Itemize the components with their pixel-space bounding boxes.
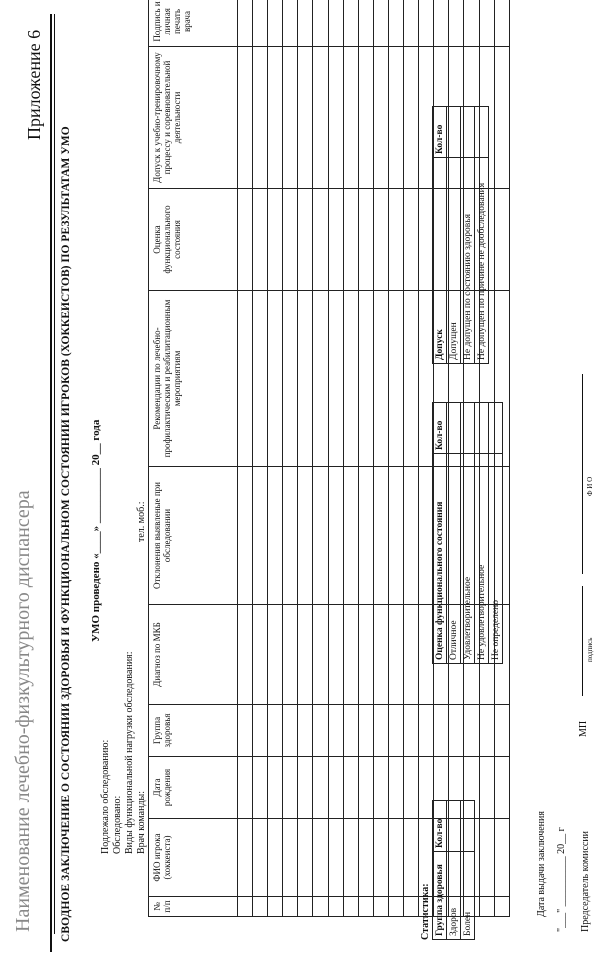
table-cell[interactable] bbox=[373, 0, 388, 47]
stats-label: Статистика: bbox=[420, 883, 431, 940]
table-header-row bbox=[433, 403, 447, 664]
table-cell[interactable] bbox=[253, 189, 268, 291]
table-cell[interactable] bbox=[358, 705, 373, 757]
table-cell[interactable] bbox=[313, 705, 328, 757]
table-row bbox=[313, 0, 328, 917]
table-cell[interactable] bbox=[449, 705, 464, 757]
table-cell[interactable] bbox=[253, 757, 268, 819]
table-row bbox=[475, 403, 489, 664]
table-cell[interactable] bbox=[358, 467, 373, 605]
table-cell[interactable] bbox=[388, 0, 403, 47]
table-cell[interactable] bbox=[283, 47, 298, 189]
column-header: № п/п bbox=[149, 897, 238, 917]
table-header-row bbox=[433, 801, 447, 940]
column-header: Группа здоровья bbox=[433, 852, 447, 940]
count-cell[interactable] bbox=[475, 403, 489, 454]
table-row bbox=[388, 0, 403, 917]
table-cell[interactable] bbox=[283, 189, 298, 291]
table-cell[interactable] bbox=[328, 897, 343, 917]
table-cell[interactable] bbox=[313, 757, 328, 819]
table-cell[interactable] bbox=[373, 47, 388, 189]
table-row bbox=[447, 801, 461, 940]
row-label: Болен bbox=[461, 852, 475, 940]
table-cell[interactable] bbox=[283, 705, 298, 757]
table-cell[interactable] bbox=[388, 467, 403, 605]
health-group-table bbox=[432, 800, 475, 940]
column-header: Рекомендации по лечебно-профилактическим и реабилитационным мероприятиям bbox=[149, 291, 238, 467]
table-cell[interactable] bbox=[328, 291, 343, 467]
table-cell[interactable] bbox=[494, 757, 509, 819]
table-cell[interactable] bbox=[404, 291, 419, 467]
row-label: Не допущен по причине не дообследования bbox=[475, 158, 489, 364]
table-cell[interactable] bbox=[404, 757, 419, 819]
row-label: Отличное bbox=[447, 454, 461, 664]
table-cell[interactable] bbox=[253, 897, 268, 917]
chair-label: Председатель комиссии bbox=[580, 830, 591, 932]
field-examined: Обследовано: bbox=[112, 795, 123, 854]
column-header: ФИО игрока (хоккеиста) bbox=[149, 819, 238, 897]
table-cell[interactable] bbox=[283, 605, 298, 705]
table-cell[interactable] bbox=[494, 47, 509, 189]
count-cell[interactable] bbox=[461, 801, 475, 852]
signature-caption: подпись bbox=[586, 637, 594, 662]
table-cell[interactable] bbox=[494, 189, 509, 291]
table-cell[interactable] bbox=[238, 467, 253, 605]
table-cell[interactable] bbox=[404, 605, 419, 705]
table-cell[interactable] bbox=[494, 897, 509, 917]
column-header: Оценка функционального состояния bbox=[149, 189, 238, 291]
table-cell[interactable] bbox=[313, 47, 328, 189]
column-header: Допуск bbox=[433, 158, 447, 364]
table-cell[interactable] bbox=[388, 897, 403, 917]
table-cell[interactable] bbox=[238, 705, 253, 757]
row-label: Здоров bbox=[447, 852, 461, 940]
institution-name: Наименование лечебно-физкультурного диспансера bbox=[12, 490, 34, 932]
table-cell[interactable] bbox=[479, 757, 494, 819]
table-cell[interactable] bbox=[358, 605, 373, 705]
row-label: Допущен bbox=[447, 158, 461, 364]
umo-date-line: УМО проведено «____» __________ 20__ года bbox=[90, 419, 102, 642]
table-row bbox=[268, 0, 283, 917]
table-cell[interactable] bbox=[283, 291, 298, 467]
signature-line bbox=[582, 586, 583, 696]
players-table-header bbox=[149, 0, 238, 917]
table-cell[interactable] bbox=[358, 819, 373, 897]
table-cell[interactable] bbox=[358, 0, 373, 47]
table-cell[interactable] bbox=[404, 47, 419, 189]
table-cell[interactable] bbox=[238, 0, 253, 47]
table-cell[interactable] bbox=[404, 189, 419, 291]
table-row bbox=[253, 0, 268, 917]
count-cell[interactable] bbox=[447, 107, 461, 158]
table-row bbox=[404, 0, 419, 917]
count-cell[interactable] bbox=[461, 107, 475, 158]
table-row bbox=[447, 403, 461, 664]
fio-line bbox=[582, 374, 583, 574]
count-cell[interactable] bbox=[447, 403, 461, 454]
table-cell[interactable] bbox=[373, 705, 388, 757]
table-cell[interactable] bbox=[479, 705, 494, 757]
table-row bbox=[461, 403, 475, 664]
issue-date-line: "___" __________ 20__ г bbox=[556, 827, 567, 932]
table-cell[interactable] bbox=[298, 897, 313, 917]
field-phone: тел. моб.: bbox=[136, 501, 147, 542]
table-cell[interactable] bbox=[343, 605, 358, 705]
table-cell[interactable] bbox=[283, 467, 298, 605]
table-cell[interactable] bbox=[328, 47, 343, 189]
table-cell[interactable] bbox=[479, 897, 494, 917]
table-cell[interactable] bbox=[268, 897, 283, 917]
row-label: Удовлетворительное bbox=[461, 454, 475, 664]
table-cell[interactable] bbox=[449, 0, 464, 47]
column-header: Группа здоровья bbox=[149, 705, 238, 757]
table-cell[interactable] bbox=[298, 705, 313, 757]
table-cell[interactable] bbox=[238, 47, 253, 189]
table-cell[interactable] bbox=[388, 757, 403, 819]
fio-caption: Ф И О bbox=[586, 476, 594, 496]
table-header-row bbox=[433, 107, 447, 364]
table-row bbox=[461, 801, 475, 940]
table-cell[interactable] bbox=[253, 0, 268, 47]
table-cell[interactable] bbox=[298, 47, 313, 189]
table-cell[interactable] bbox=[238, 757, 253, 819]
table-cell[interactable] bbox=[238, 291, 253, 467]
column-header: Допуск к учебно-тренировочному процессу и соревновательной деятельности bbox=[149, 47, 238, 189]
table-cell[interactable] bbox=[343, 47, 358, 189]
table-cell[interactable] bbox=[373, 757, 388, 819]
row-label: Не определено bbox=[489, 454, 503, 664]
table-cell[interactable] bbox=[388, 291, 403, 467]
table-cell[interactable] bbox=[253, 819, 268, 897]
table-cell[interactable] bbox=[373, 467, 388, 605]
table-cell[interactable] bbox=[268, 605, 283, 705]
table-cell[interactable] bbox=[404, 467, 419, 605]
table-cell[interactable] bbox=[328, 705, 343, 757]
table-cell[interactable] bbox=[343, 757, 358, 819]
table-cell[interactable] bbox=[268, 705, 283, 757]
table-cell[interactable] bbox=[268, 291, 283, 467]
table-cell[interactable] bbox=[298, 605, 313, 705]
table-cell[interactable] bbox=[283, 819, 298, 897]
table-cell[interactable] bbox=[404, 897, 419, 917]
appendix-label: Приложение 6 bbox=[24, 29, 44, 140]
table-cell[interactable] bbox=[328, 467, 343, 605]
table-cell[interactable] bbox=[313, 189, 328, 291]
table-row bbox=[489, 403, 503, 664]
admission-table bbox=[432, 106, 489, 364]
table-cell[interactable] bbox=[343, 705, 358, 757]
table-cell[interactable] bbox=[268, 757, 283, 819]
table-row bbox=[475, 107, 489, 364]
table-cell[interactable] bbox=[358, 189, 373, 291]
table-cell[interactable] bbox=[298, 189, 313, 291]
table-cell[interactable] bbox=[238, 189, 253, 291]
table-row bbox=[343, 0, 358, 917]
table-cell[interactable] bbox=[253, 467, 268, 605]
table-cell[interactable] bbox=[358, 897, 373, 917]
table-cell[interactable] bbox=[328, 0, 343, 47]
column-header: Подпись и личная печать врача bbox=[149, 0, 238, 47]
table-cell[interactable] bbox=[464, 0, 479, 47]
field-subject: Подлежало обследованию: bbox=[100, 739, 111, 854]
table-cell[interactable] bbox=[328, 189, 343, 291]
table-cell[interactable] bbox=[268, 467, 283, 605]
count-cell[interactable] bbox=[447, 801, 461, 852]
table-cell[interactable] bbox=[328, 819, 343, 897]
table-cell[interactable] bbox=[358, 291, 373, 467]
table-cell[interactable] bbox=[343, 0, 358, 47]
field-team-doctor: Врач команды: bbox=[136, 790, 147, 854]
table-cell[interactable] bbox=[298, 757, 313, 819]
stamp-place: МП bbox=[578, 720, 589, 737]
table-cell[interactable] bbox=[238, 605, 253, 705]
table-cell[interactable] bbox=[404, 705, 419, 757]
table-cell[interactable] bbox=[388, 189, 403, 291]
header-rule-thin bbox=[54, 14, 55, 934]
table-cell[interactable] bbox=[388, 819, 403, 897]
table-cell[interactable] bbox=[268, 189, 283, 291]
table-cell[interactable] bbox=[358, 47, 373, 189]
table-cell[interactable] bbox=[283, 757, 298, 819]
table-cell[interactable] bbox=[253, 47, 268, 189]
table-cell[interactable] bbox=[343, 291, 358, 467]
table-cell[interactable] bbox=[343, 897, 358, 917]
table-cell[interactable] bbox=[298, 467, 313, 605]
column-header: Кол-во bbox=[433, 107, 447, 158]
table-cell[interactable] bbox=[373, 819, 388, 897]
table-cell[interactable] bbox=[238, 819, 253, 897]
document-title: СВОДНОЕ ЗАКЛЮЧЕНИЕ О СОСТОЯНИИ ЗДОРОВЬЯ И ФУНКЦИОНАЛЬНОМ СОСТОЯНИИ ИГРОКОВ (ХОККЕИСТОВ) ПО РЕЗУЛЬТАТАМ УМО bbox=[60, 126, 72, 942]
column-header: Диагноз по МКБ bbox=[149, 605, 238, 705]
table-cell[interactable] bbox=[298, 0, 313, 47]
table-row bbox=[461, 107, 475, 364]
table-cell[interactable] bbox=[313, 605, 328, 705]
table-cell[interactable] bbox=[464, 705, 479, 757]
table-cell[interactable] bbox=[268, 0, 283, 47]
column-header: Оценка функционального состояния bbox=[433, 454, 447, 664]
table-row bbox=[298, 0, 313, 917]
row-label: Не допущен по состоянию здоровья bbox=[461, 158, 475, 364]
table-cell[interactable] bbox=[253, 605, 268, 705]
header-rule bbox=[50, 14, 52, 934]
count-cell[interactable] bbox=[489, 403, 503, 454]
row-label: Не удовлетворительное bbox=[475, 454, 489, 664]
table-row bbox=[373, 0, 388, 917]
table-cell[interactable] bbox=[373, 189, 388, 291]
table-cell[interactable] bbox=[298, 291, 313, 467]
table-cell[interactable] bbox=[494, 819, 509, 897]
table-cell[interactable] bbox=[313, 0, 328, 47]
table-cell[interactable] bbox=[328, 605, 343, 705]
functional-state-table bbox=[432, 402, 503, 664]
table-cell[interactable] bbox=[253, 291, 268, 467]
count-cell[interactable] bbox=[461, 403, 475, 454]
table-cell[interactable] bbox=[373, 897, 388, 917]
table-cell[interactable] bbox=[388, 47, 403, 189]
table-row bbox=[283, 0, 298, 917]
table-cell[interactable] bbox=[343, 467, 358, 605]
table-cell[interactable] bbox=[494, 705, 509, 757]
table-cell[interactable] bbox=[494, 0, 509, 47]
count-cell[interactable] bbox=[475, 107, 489, 158]
table-row bbox=[238, 0, 253, 917]
table-cell[interactable] bbox=[283, 897, 298, 917]
issue-date-label: Дата выдачи заключения bbox=[536, 811, 547, 917]
table-cell[interactable] bbox=[313, 291, 328, 467]
table-cell[interactable] bbox=[434, 0, 449, 47]
field-load-types: Виды функциональной нагрузки обследования: bbox=[124, 651, 135, 854]
table-cell[interactable] bbox=[283, 0, 298, 47]
table-cell[interactable] bbox=[298, 819, 313, 897]
table-cell[interactable] bbox=[313, 897, 328, 917]
table-cell[interactable] bbox=[388, 705, 403, 757]
table-cell[interactable] bbox=[404, 819, 419, 897]
table-cell[interactable] bbox=[358, 757, 373, 819]
table-cell[interactable] bbox=[373, 605, 388, 705]
column-header: Кол-во bbox=[433, 403, 447, 454]
table-cell[interactable] bbox=[373, 291, 388, 467]
table-row bbox=[447, 107, 461, 364]
table-cell[interactable] bbox=[419, 705, 434, 757]
table-cell[interactable] bbox=[434, 705, 449, 757]
column-header: Дата рождения bbox=[149, 757, 238, 819]
table-cell[interactable] bbox=[388, 605, 403, 705]
table-cell[interactable] bbox=[313, 467, 328, 605]
table-cell[interactable] bbox=[479, 0, 494, 47]
table-cell[interactable] bbox=[253, 705, 268, 757]
table-cell[interactable] bbox=[419, 0, 434, 47]
column-header: Кол-во bbox=[433, 801, 447, 852]
table-cell[interactable] bbox=[404, 0, 419, 47]
column-header: Отклонения выявленые при обследовании bbox=[149, 467, 238, 605]
table-row bbox=[358, 0, 373, 917]
table-cell[interactable] bbox=[479, 819, 494, 897]
table-cell[interactable] bbox=[313, 819, 328, 897]
table-cell[interactable] bbox=[343, 819, 358, 897]
table-row bbox=[328, 0, 343, 917]
table-cell[interactable] bbox=[268, 47, 283, 189]
table-cell[interactable] bbox=[328, 757, 343, 819]
table-cell[interactable] bbox=[268, 819, 283, 897]
table-cell[interactable] bbox=[343, 189, 358, 291]
table-cell[interactable] bbox=[238, 897, 253, 917]
left-dash bbox=[50, 934, 52, 952]
